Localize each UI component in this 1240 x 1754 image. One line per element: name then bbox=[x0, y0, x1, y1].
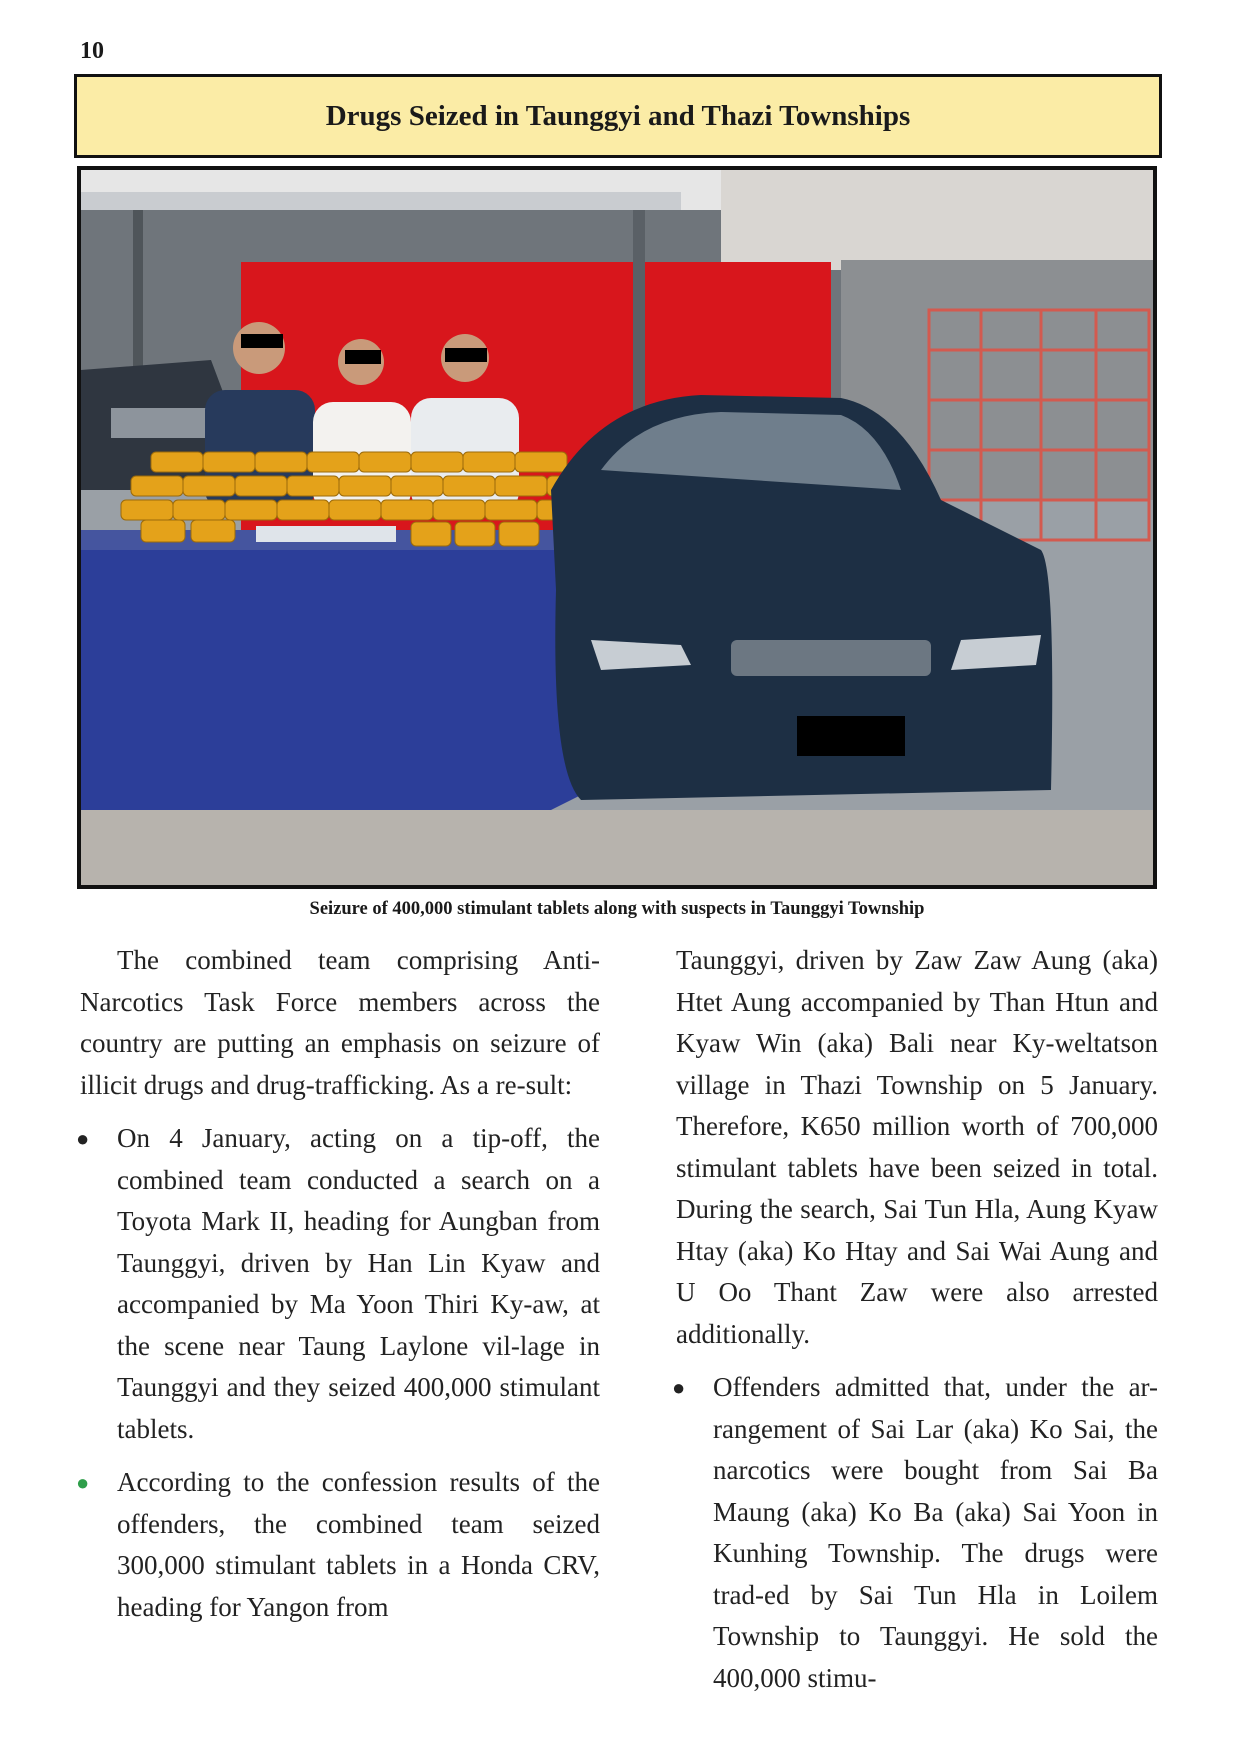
article-title: Drugs Seized in Taunggyi and Thazi Townships bbox=[325, 99, 911, 132]
list-item bbox=[672, 1367, 1158, 1699]
intro-paragraph: The combined team comprising Anti-Narcotics Task Force members across the country are putting an emphasis on seizure of illicit drugs and drug-trafficking. As a re-sult: bbox=[80, 945, 600, 1100]
left-bullet-list bbox=[76, 1118, 600, 1628]
bullet-text: On 4 January, acting on a tip-off, the combined team conducted a search on a Toyota Mark II, heading for Aungban from Taunggyi, driven by Han Lin Kyaw and accompanied by Ma Yoon Thiri Ky-aw, at the scene near Taung Laylone vil-lage in Taunggyi and they seized 400,000 stimulant tablets. bbox=[117, 1123, 600, 1444]
right-bullet-list bbox=[672, 1367, 1158, 1699]
title-banner bbox=[74, 74, 1162, 158]
continuation-paragraph: Taunggyi, driven by Zaw Zaw Aung (aka) Htet Aung accompanied by Than Htun and Kyaw Win (aka) Bali near Ky-weltatson village in Thazi Township on 5 January. Therefore, K650 million worth of 700,000 stimulant tablets have been seized in total. During the search, Sai Tun Hla, Aung Kyaw Htay (aka) Ko Htay and Sai Wai Aung and U Oo Thant Zaw were also arrested additionally. bbox=[676, 945, 1158, 1349]
bullet-text: Offenders admitted that, under the ar-rangement of Sai Lar (aka) Ko Sai, the narcotics were bought from Sai Ba Maung (aka) Ko Ba (aka) Sai Yoon in Kunhing Township. The drugs were trad-ed by Sai Tun Hla in Loilem Township to Taunggyi. He sold the 400,000 stimu- bbox=[713, 1372, 1158, 1693]
seizure-photo-illustration bbox=[81, 170, 1153, 885]
left-column bbox=[76, 940, 600, 1640]
photo-caption: Seizure of 400,000 stimulant tablets along with suspects in Taunggyi Township bbox=[309, 899, 925, 919]
bullet-icon: ● bbox=[76, 1126, 90, 1151]
seizure-photo bbox=[77, 166, 1157, 889]
right-column bbox=[672, 940, 1158, 1711]
bullet-icon: ● bbox=[672, 1375, 686, 1400]
list-item bbox=[76, 1462, 600, 1628]
list-item bbox=[76, 1118, 600, 1450]
page-number: 10 bbox=[80, 38, 104, 64]
bullet-text: According to the confession results of the offenders, the combined team seized 300,000 stimulant tablets in a Honda CRV, heading for Yangon from bbox=[117, 1467, 600, 1622]
bullet-icon: ● bbox=[76, 1470, 90, 1495]
